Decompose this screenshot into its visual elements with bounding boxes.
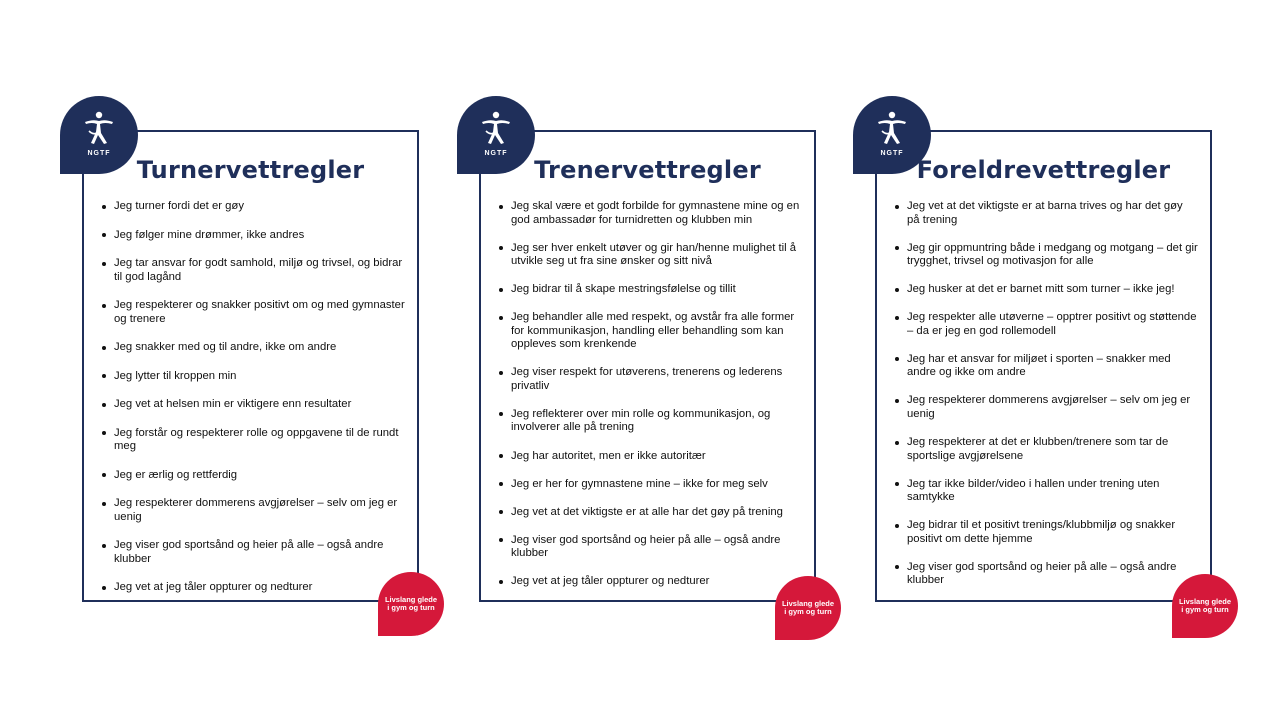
card-foreldrevettregler: [875, 130, 1212, 602]
card-title: Trenervettregler: [534, 156, 761, 184]
rules-list: [102, 200, 405, 610]
card-title: Foreldrevettregler: [916, 156, 1171, 184]
list-item: Jeg har autoritet, men er ikke autoritær: [499, 450, 802, 464]
list-item: Jeg respekterer og snakker positivt om og med gymnaster og trenere: [102, 299, 405, 326]
list-item: Jeg viser god sportsånd og heier på alle – også andre klubber: [499, 534, 802, 561]
list-item: Jeg viser god sportsånd og heier på alle – også andre klubber: [895, 561, 1198, 588]
list-item: Jeg følger mine drømmer, ikke andres: [102, 229, 405, 243]
list-item: Jeg respekterer dommerens avgjørelser – selv om jeg er uenig: [895, 394, 1198, 421]
logo-text: NGTF: [484, 150, 508, 157]
list-item: Jeg vet at det viktigste er at barna trives og har det gøy på trening: [895, 200, 1198, 227]
logo-text: NGTF: [880, 150, 904, 157]
list-item: Jeg er ærlig og rettferdig: [102, 469, 405, 483]
gymnast-icon: [79, 109, 119, 149]
list-item: Jeg viser respekt for utøverens, trenerens og lederens privatliv: [499, 366, 802, 393]
card-turnervettregler: [82, 130, 419, 602]
list-item: Jeg vet at jeg tåler oppturer og nedturer: [102, 581, 405, 595]
livslang-badge: Livslang glede i gym og turn: [775, 576, 841, 640]
logo-text: NGTF: [87, 150, 111, 157]
rules-list: [499, 200, 802, 604]
livslang-badge: Livslang glede i gym og turn: [1172, 574, 1238, 638]
livslang-badge: Livslang glede i gym og turn: [378, 572, 444, 636]
list-item: Jeg snakker med og til andre, ikke om andre: [102, 341, 405, 355]
list-item: Jeg forstår og respekterer rolle og oppgavene til de rundt meg: [102, 427, 405, 454]
list-item: Jeg skal være et godt forbilde for gymnastene mine og en god ambassadør for turnidretten og klubben min: [499, 200, 802, 227]
list-item: Jeg tar ikke bilder/video i hallen under trening uten samtykke: [895, 478, 1198, 505]
list-item: Jeg har et ansvar for miljøet i sporten – snakker med andre og ikke om andre: [895, 353, 1198, 380]
list-item: Jeg reflekterer over min rolle og kommunikasjon, og involverer alle på trening: [499, 408, 802, 435]
list-item: Jeg behandler alle med respekt, og avstår fra alle former for kommunikasjon, handling eller behandling som kan oppleves som krenkende: [499, 311, 802, 352]
list-item: Jeg bidrar til å skape mestringsfølelse og tillit: [499, 283, 802, 297]
rules-list: [895, 200, 1198, 602]
list-item: Jeg turner fordi det er gøy: [102, 200, 405, 214]
gymnast-icon: [872, 109, 912, 149]
gymnast-icon: [476, 109, 516, 149]
list-item: Jeg bidrar til et positivt trenings/klubbmiljø og snakker positivt om dette hjemme: [895, 519, 1198, 546]
list-item: Jeg respekterer at det er klubben/trenere som tar de sportslige avgjørelsene: [895, 436, 1198, 463]
card-trenervettregler: [479, 130, 816, 602]
list-item: Jeg vet at jeg tåler oppturer og nedturer: [499, 575, 802, 589]
list-item: Jeg lytter til kroppen min: [102, 370, 405, 384]
card-title: Turnervettregler: [136, 156, 365, 184]
list-item: Jeg gir oppmuntring både i medgang og motgang – det gir trygghet, trivsel og motivasjon for alle: [895, 242, 1198, 269]
list-item: Jeg respekter alle utøverne – opptrer positivt og støttende – da er jeg en god rollemodell: [895, 311, 1198, 338]
list-item: Jeg husker at det er barnet mitt som turner – ikke jeg!: [895, 283, 1198, 297]
list-item: Jeg vet at helsen min er viktigere enn resultater: [102, 398, 405, 412]
list-item: Jeg viser god sportsånd og heier på alle – også andre klubber: [102, 539, 405, 566]
list-item: Jeg ser hver enkelt utøver og gir han/henne mulighet til å utvikle seg ut fra sine ønsker og sitt nivå: [499, 242, 802, 269]
list-item: Jeg vet at det viktigste er at alle har det gøy på trening: [499, 506, 802, 520]
list-item: Jeg respekterer dommerens avgjørelser – selv om jeg er uenig: [102, 497, 405, 524]
list-item: Jeg tar ansvar for godt samhold, miljø og trivsel, og bidrar til god lagånd: [102, 257, 405, 284]
list-item: Jeg er her for gymnastene mine – ikke for meg selv: [499, 478, 802, 492]
